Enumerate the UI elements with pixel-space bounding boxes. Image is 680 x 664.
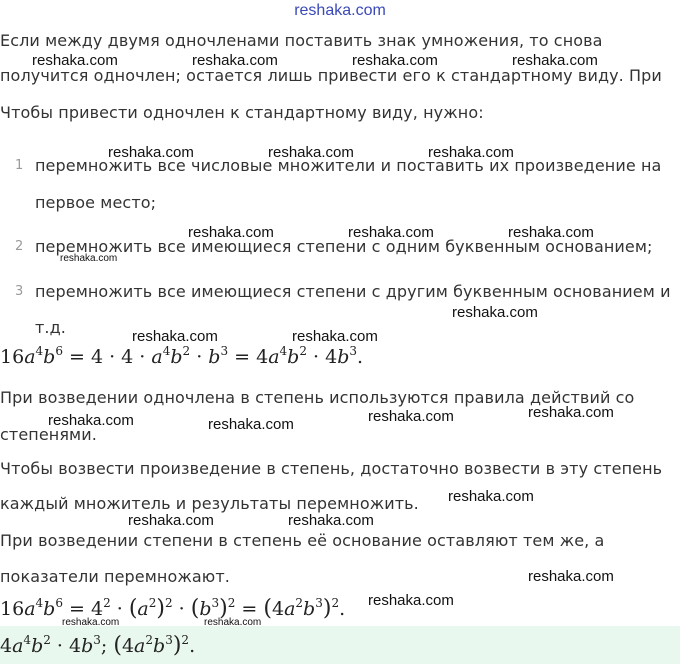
formula-2: $16a^4b^6 = 4^2 \cdot (a^2)^2 \cdot (b^3)^2 = (4a^2b^3)^2$.: [0, 596, 346, 621]
step-3-line-2: т.д.: [35, 318, 66, 337]
step-1-line-2: первое место;: [35, 193, 157, 212]
watermark-text: reshaka.com: [352, 52, 438, 69]
site-header-link[interactable]: reshaka.com: [294, 2, 386, 19]
step-1-line-1: перемножить все числовые множители и поставить их произведение на: [35, 156, 662, 175]
watermark-text: reshaka.com: [132, 328, 218, 345]
step-number: 2: [15, 239, 24, 254]
paragraph-4-line-2: каждый множитель и результаты перемножить.: [0, 494, 419, 513]
watermark-text: reshaka.com: [48, 412, 134, 429]
watermark-text: reshaka.com: [268, 144, 354, 161]
formula-1: $16a^4b^6 = 4 \cdot 4 \cdot a^4b^2 \cdot b^3 = 4a^4b^2 \cdot 4b^3$.: [0, 344, 364, 368]
paragraph-3-line-1: При возведении одночлена в степень используются правила действий со: [0, 388, 635, 407]
step-number: 3: [15, 284, 24, 299]
watermark-text: reshaka.com: [348, 224, 434, 241]
watermark-text: reshaka.com: [452, 304, 538, 321]
watermark-text: reshaka.com: [62, 617, 120, 628]
watermark-text: reshaka.com: [368, 592, 454, 609]
watermark-text: reshaka.com: [108, 144, 194, 161]
watermark-text: reshaka.com: [508, 224, 594, 241]
watermark-text: reshaka.com: [448, 488, 534, 505]
watermark-text: reshaka.com: [292, 328, 378, 345]
answer-formula: $4a^4b^2 \cdot 4b^3$; $(4a^2b^3)^2$.: [0, 633, 196, 658]
watermark-text: reshaka.com: [528, 568, 614, 585]
watermark-text: reshaka.com: [188, 224, 274, 241]
watermark-text: reshaka.com: [368, 408, 454, 425]
watermark-text: reshaka.com: [32, 52, 118, 69]
watermark-text: reshaka.com: [192, 52, 278, 69]
step-number: 1: [15, 158, 24, 173]
paragraph-5-line-1: При возведении степени в степень её основание оставляют тем же, а: [0, 531, 605, 550]
watermark-text: reshaka.com: [528, 404, 614, 421]
watermark-text: reshaka.com: [204, 617, 262, 628]
watermark-text: reshaka.com: [512, 52, 598, 69]
paragraph-5-line-2: показатели перемножают.: [0, 567, 230, 586]
watermark-text: reshaka.com: [60, 253, 118, 264]
paragraph-2: Чтобы привести одночлен к стандартному виду, нужно:: [0, 103, 484, 122]
step-3-line-1: перемножить все имеющиеся степени с другим буквенным основанием и: [35, 282, 671, 301]
paragraph-1-line-2: получится одночлен; остается лишь привести его к стандартному виду. При: [0, 66, 662, 85]
step-2-line-1: перемножить все имеющиеся степени с одним буквенным основанием;: [35, 237, 653, 256]
watermark-text: reshaka.com: [288, 512, 374, 529]
paragraph-3-line-2: степенями.: [0, 425, 97, 444]
watermark-text: reshaka.com: [208, 416, 294, 433]
watermark-text: reshaka.com: [428, 144, 514, 161]
paragraph-4-line-1: Чтобы возвести произведение в степень, достаточно возвести в эту степень: [0, 459, 663, 478]
paragraph-1-line-1: Если между двумя одночленами поставить знак умножения, то снова: [0, 31, 603, 50]
watermark-text: reshaka.com: [128, 512, 214, 529]
